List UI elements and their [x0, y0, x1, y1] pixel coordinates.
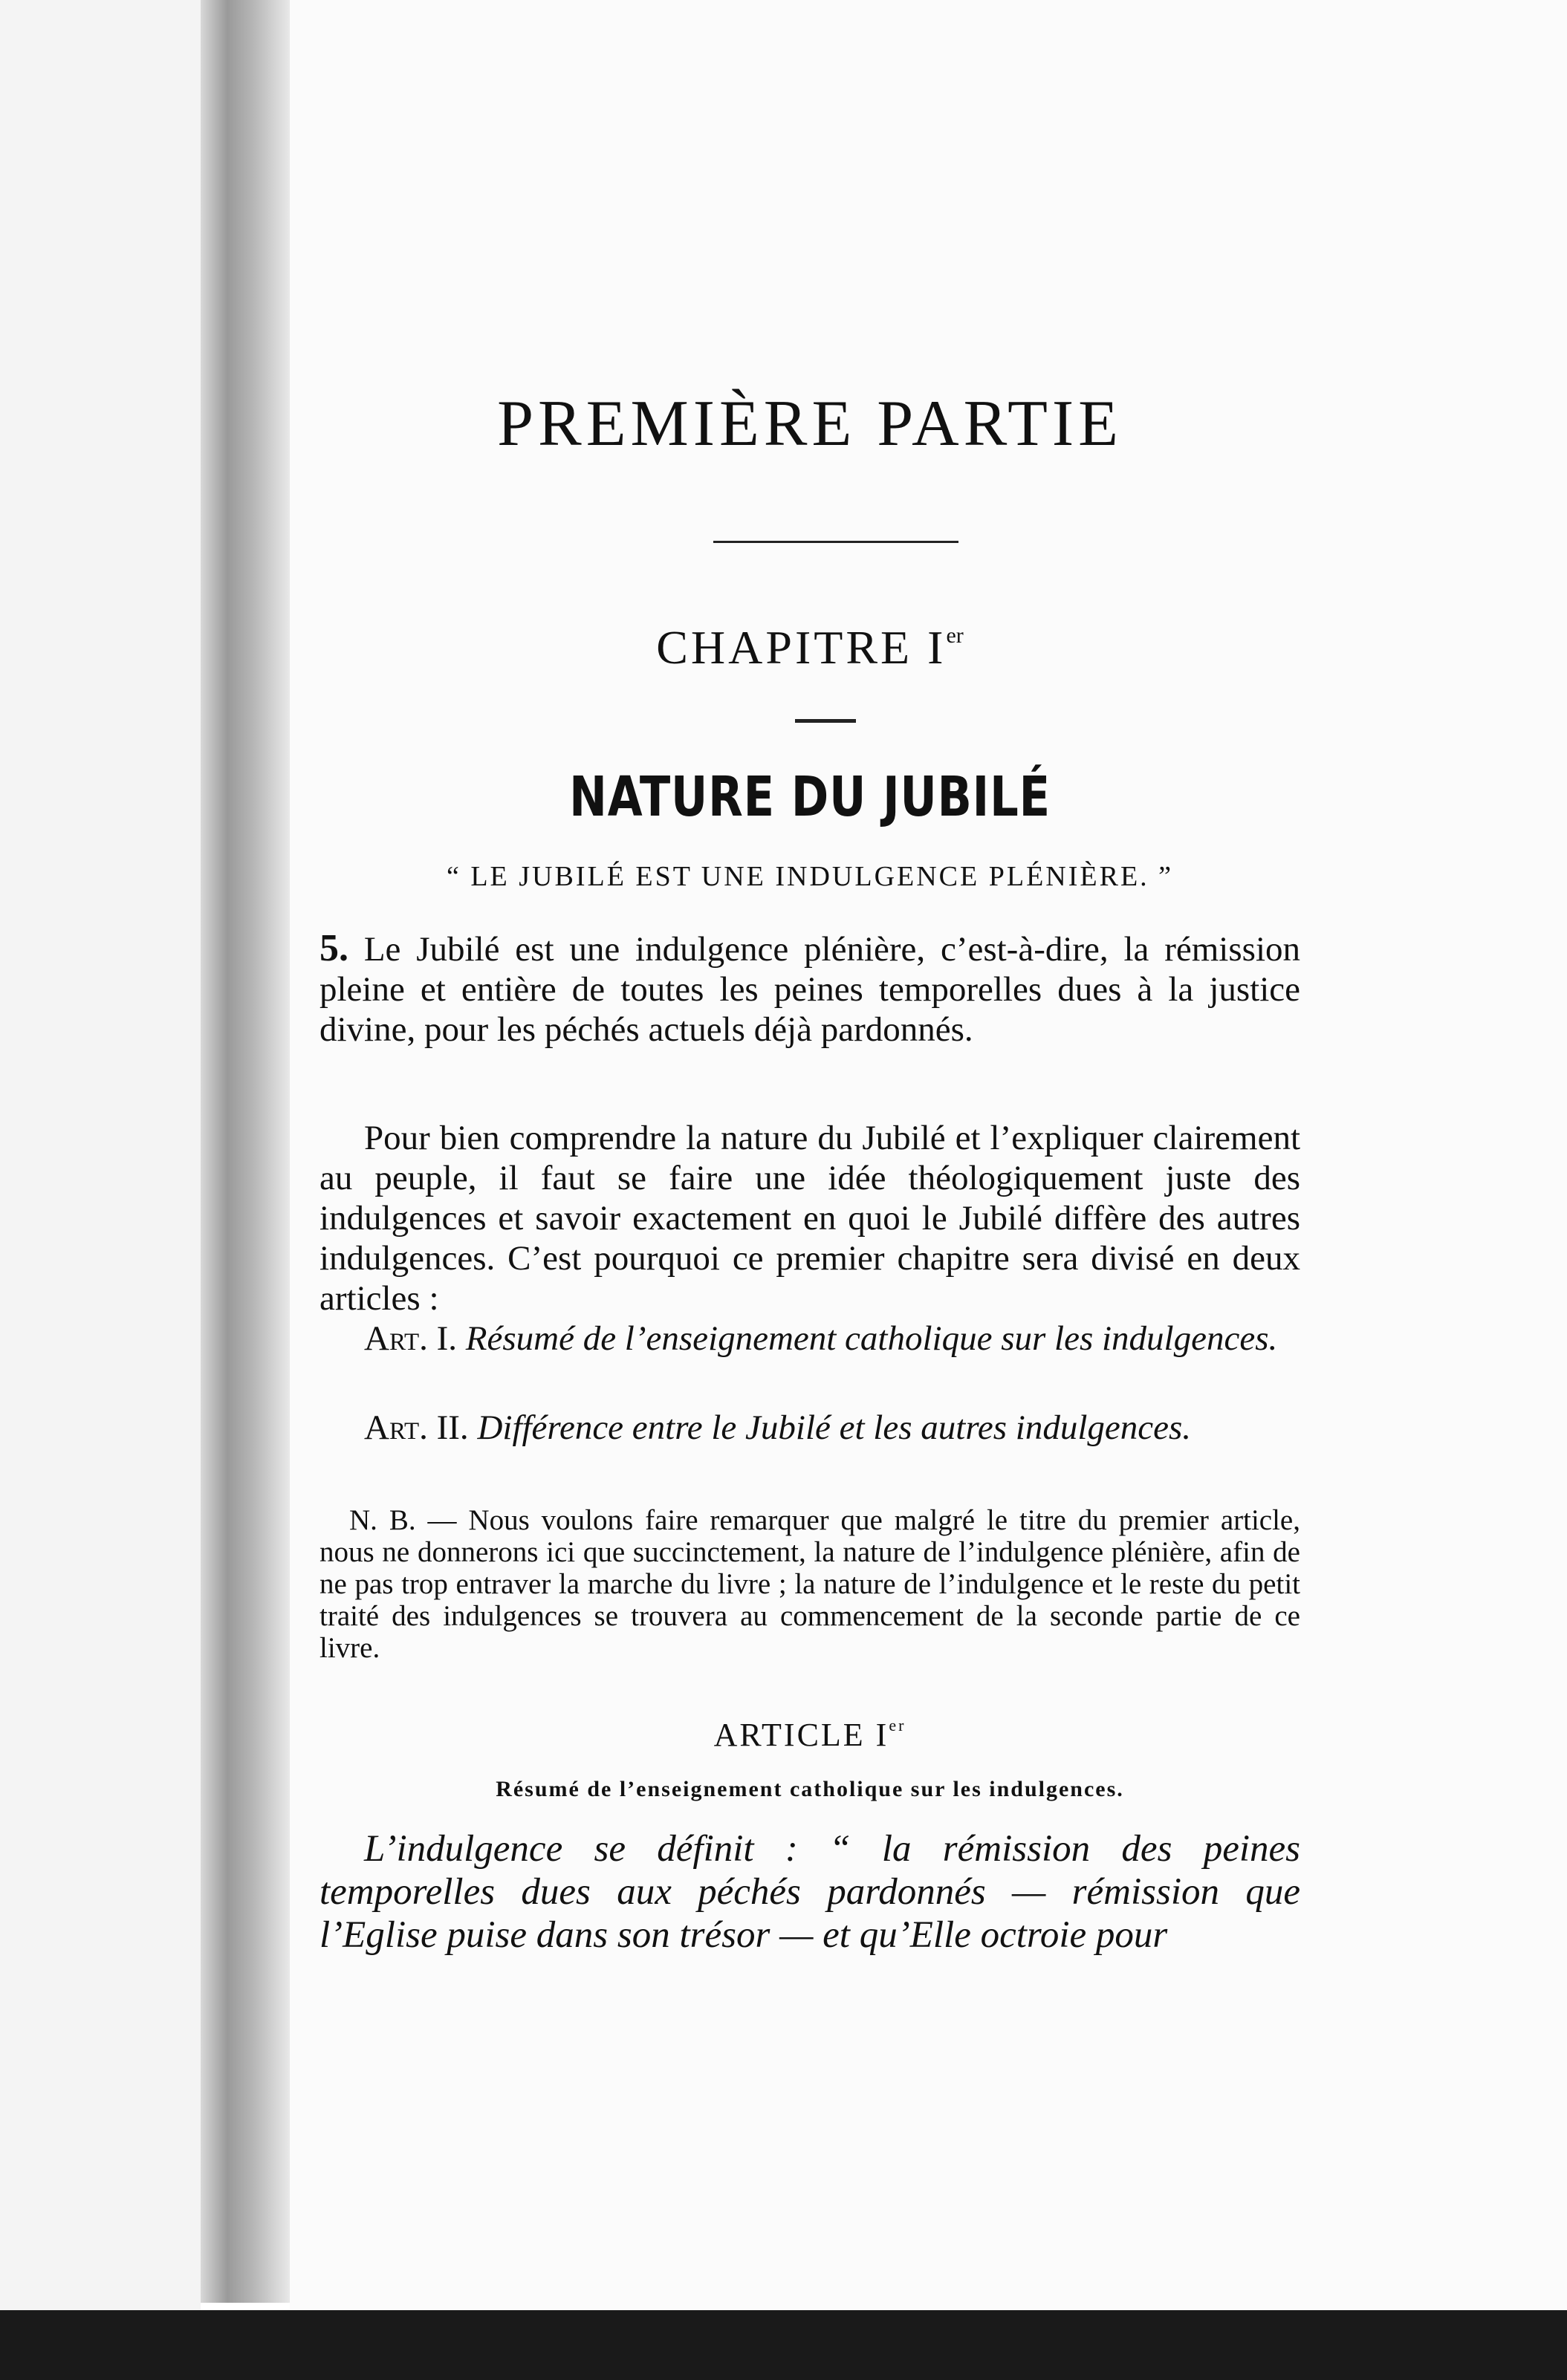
- book-gutter-shadow: [201, 0, 290, 2303]
- paragraph-intro-articles: Pour bien comprendre la nature du Jubilé et l’expliquer clairement au peuple, il faut se faire une idée théologiquement juste des indulgences et savoir exactement en quoi le Jubilé diffère des autres indulgences. C’est pourquoi ce premier chapitre sera divisé en deux articles :: [319, 1119, 1300, 1318]
- chapter-ordinal: er: [946, 623, 964, 648]
- part-divider-rule: [713, 541, 958, 543]
- chapter-divider-rule: [795, 719, 856, 723]
- chapter-title: [319, 620, 1300, 675]
- scan-left-margin: [0, 0, 201, 2380]
- paragraph-5-text: Le Jubilé est une indulgence plénière, c’est-à-dire, la rémission pleine et entière de toutes les peines temporelles dues à la justice divine, pour les péchés actuels déjà pardonnés.: [319, 930, 1300, 1049]
- article-heading-label: ARTICLE I: [713, 1717, 889, 1753]
- paragraph-5: [319, 929, 1300, 1050]
- article-1-label: Art. I.: [364, 1319, 458, 1358]
- article-2-title: Différence entre le Jubilé et les autres indulgences.: [477, 1408, 1191, 1447]
- scan-bottom-band: [0, 2310, 1567, 2380]
- definition-paragraph: L’indulgence se définit : “ la rémission des peines temporelles dues aux péchés pardonnés — rémission que l’Eglise puise dans son trésor — et qu’Elle octroie pour: [319, 1828, 1300, 1956]
- article-1-title: Résumé de l’enseignement catholique sur les indulgences.: [465, 1319, 1278, 1358]
- article-heading-ordinal: er: [889, 1716, 906, 1734]
- chapter-label: CHAPITRE I: [656, 621, 947, 674]
- epigraph: “ LE JUBILÉ EST UNE INDULGENCE PLÉNIÈRE. ”: [446, 861, 1174, 892]
- article-list-item-1: [319, 1319, 1300, 1359]
- article-subtitle: Résumé de l’enseignement catholique sur les indulgences.: [496, 1777, 1124, 1801]
- paragraph-number: 5.: [319, 927, 348, 969]
- section-title: NATURE DU JUBILÉ: [569, 765, 1051, 829]
- article-2-label: Art. II.: [364, 1408, 469, 1447]
- article-list-item-2: [319, 1408, 1300, 1448]
- nota-bene: N. B. — Nous voulons faire remarquer que malgré le titre du premier article, nous ne donnerons ici que succinctement, la nature de l’indulgence plénière, afin de ne pas trop entraver la marche du livre ; la nature de l’indulgence et le reste du petit traité des indulgences se trouvera au commencement de la seconde partie de ce livre.: [319, 1504, 1300, 1664]
- part-title: PREMIÈRE PARTIE: [497, 388, 1123, 460]
- article-heading: [319, 1716, 1300, 1754]
